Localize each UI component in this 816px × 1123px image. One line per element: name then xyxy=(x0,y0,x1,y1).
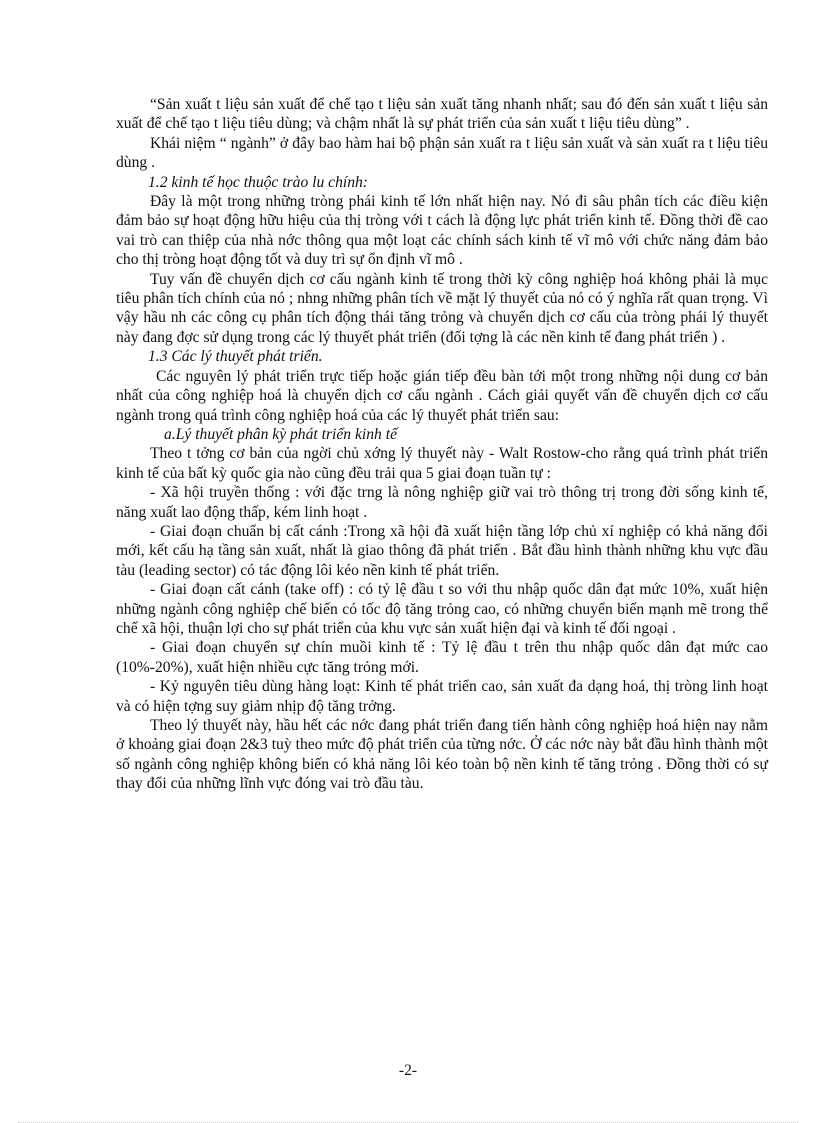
paragraph-7: Theo lý thuyết này, hầu hết các nớc đang phát triển đang tiến hành công nghiệp hoá hiện nay nằm ở khoảng giai đoạn 2&3 tuỳ theo mức độ phát triển của từng nớc. Ở các nớc này bắt đầu hình thành một số ngành công nghiệp không biến có khả năng lôi kéo toàn bộ nền kinh tế tăng trỏng . Đồng thời có sự thay đổi của những lĩnh vực đóng vai trò đầu tàu. xyxy=(116,717,768,793)
paragraph-3: Đây là một trong những tròng phái kinh tế lớn nhất hiện nay. Nó đi sâu phân tích các điều kiện đảm bảo sự hoạt động hữu hiệu của thị tròng với t cách là động lực phát triển kinh tế. Đồng thời đề cao vai trò can thiệp của nhà nớc thông qua một loạt các chính sách kinh tế vĩ mô với chức năng đảm bảo cho thị tròng hoạt động tốt và duy trì sự ổn định vĩ mô . xyxy=(116,193,768,269)
paragraph-5: Các nguyên lý phát triển trực tiếp hoặc gián tiếp đều bàn tới một trong những nội dung cơ bản nhất của công nghiệp hoá là chuyển dịch cơ cấu ngành . Cách giải quyết vấn đề chuyển dịch cơ cấu ngành trong quá trình công nghiệp hoá của các lý thuyết phát triển sau: xyxy=(116,367,768,424)
paragraph-2: Khái niệm “ ngành” ở đây bao hàm hai bộ phận sản xuất ra t liệu sản xuất và sản xuất ra t liệu tiêu dùng . xyxy=(116,134,768,172)
paragraph-6: Theo t tởng cơ bản của ngời chủ xớng lý thuyết này - Walt Rostow-cho rằng quá trình phát triển kinh tế của bất kỳ quốc gia nào cũng đều trải qua 5 giai đoạn tuần tự : xyxy=(116,445,768,482)
paragraph-4: Tuy vấn đề chuyển dịch cơ cấu ngành kinh tế trong thời kỳ công nghiệp hoá không phải là mục tiêu phân tích chính của nó ; nhng những phân tích về mặt lý thuyết của nó có ý nghĩa rất quan trọng. Vì vậy hầu nh các công cụ phân tích động thái tăng trỏng và chuyển dịch cơ cấu của tròng phái lý thuyết này đang đợc sử dụng trong các lý thuyết phát triển (đối tợng là các nền kinh tế đang phát triển ) . xyxy=(116,270,768,346)
page-number: -2- xyxy=(398,1062,418,1079)
list-item-stage-2: - Giai đoạn chuẩn bị cất cánh :Trong xã hội đã xuất hiện tầng lớp chủ xí nghiệp có khả năng đổi mới, kết cấu hạ tầng sản xuất, nhất là giao thông đã phát triển . Bắt đầu hình thành những khu vực đầu tàu (leading sector) có tác động lôi kéo nền kinh tế phát triển. xyxy=(116,522,768,579)
list-item-stage-5: - Kỷ nguyên tiêu dùng hàng loạt: Kinh tế phát triển cao, sản xuất đa dạng hoá, thị tròng linh hoạt và có hiện tợng suy giảm nhịp độ tăng trởng. xyxy=(116,678,768,715)
list-item-stage-1: - Xã hội truyền thống : với đặc trng là nông nghiệp giữ vai trò thông trị trong đời sống kinh tế, năng xuất lao động thấp, kém linh hoạt . xyxy=(116,484,768,521)
subsection-heading-a: a.Lý thuyết phân kỳ phát triển kinh tế xyxy=(164,425,397,443)
document-body xyxy=(116,95,768,794)
section-heading-1-3: 1.3 Các lý thuyết phát triển. xyxy=(148,348,323,366)
paragraph-1: “Sản xuất t liệu sản xuất để chế tạo t liệu sản xuất tăng nhanh nhất; sau đó đến sản xuất t liệu sản xuất để chế tạo t liệu tiêu dùng; và chậm nhất là sự phát triển của sản xuất t liệu tiêu dùng” . xyxy=(116,96,768,133)
list-item-stage-3: - Giai đoạn cất cánh (take off) : có tỷ lệ đầu t so với thu nhập quốc dân đạt mức 10%, xuất hiện những ngành công nghiệp chế biến có tốc độ tăng trỏng cao, có những chuyển biến mạnh mẽ trong thể chế xã hội, thuận lợi cho sự phát triển của khu vực sản xuất hiện đại và kinh tế đối ngoại . xyxy=(116,581,768,637)
section-heading-1-2: 1.2 kinh tế học thuộc trào lu chính: xyxy=(148,173,369,191)
list-item-stage-4: - Giai đoạn chuyển sự chín muồi kinh tế : Tỷ lệ đầu t trên thu nhập quốc dân đạt mức cao (10%-20%), xuất hiện nhiều cực tăng trỏng mới. xyxy=(116,639,768,676)
